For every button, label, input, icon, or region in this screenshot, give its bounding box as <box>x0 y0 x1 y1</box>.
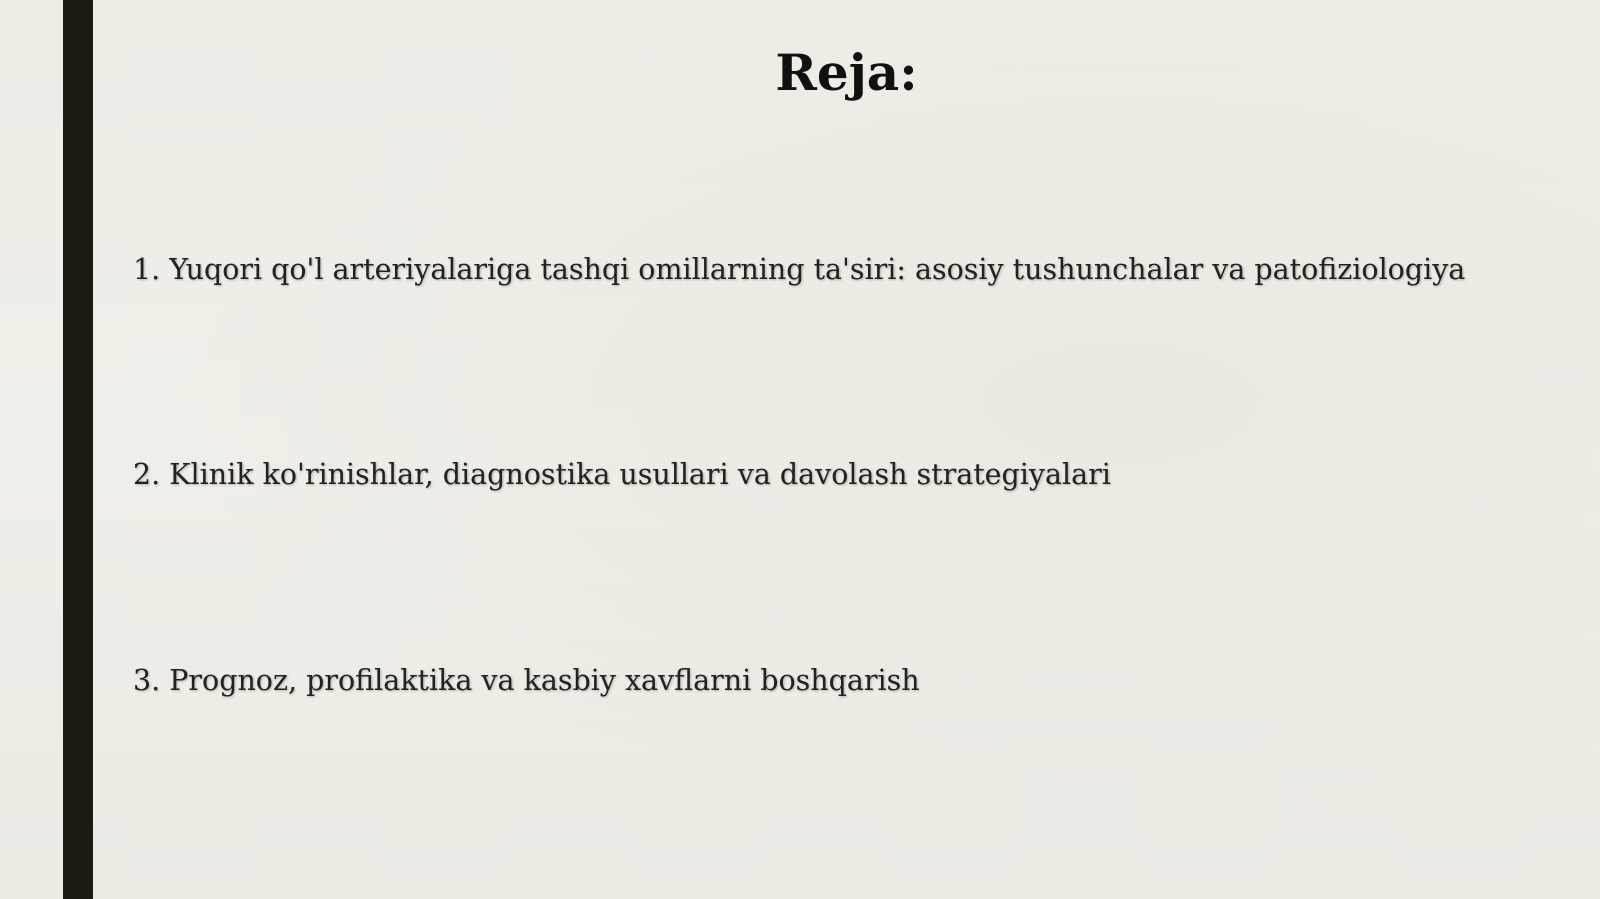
plan-item-1: 1. Yuqori qo'l arteriyalariga tashqi omillarning ta'siri: asosiy tushunchalar va patofiziologiya <box>133 253 1466 286</box>
accent-bar <box>63 0 93 899</box>
plan-item-3: 3. Prognoz, profilaktika va kasbiy xavflarni boshqarish <box>133 664 920 697</box>
slide-title: Reja: <box>775 43 918 102</box>
plan-item-2: 2. Klinik ko'rinishlar, diagnostika usullari va davolash strategiyalari <box>133 458 1111 491</box>
